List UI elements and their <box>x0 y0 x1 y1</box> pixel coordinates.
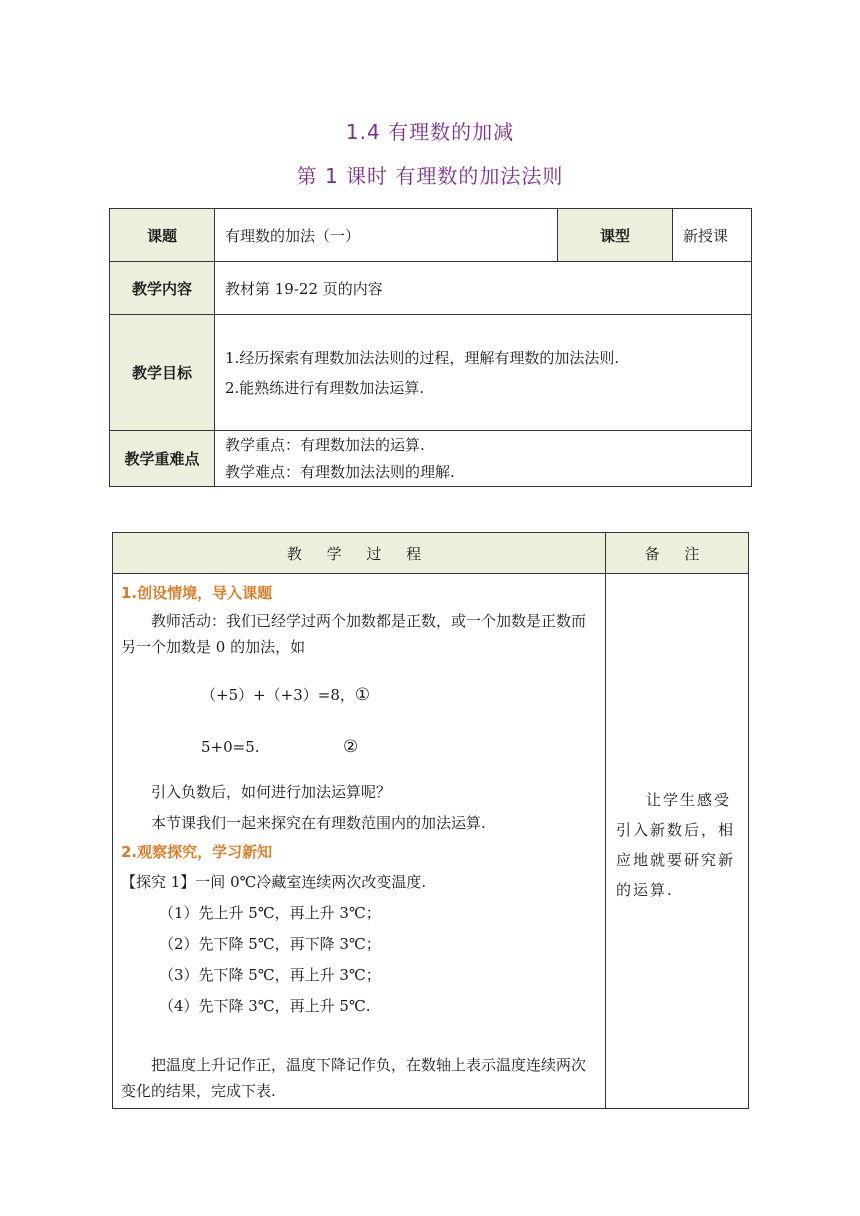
teaching-process-table <box>112 532 749 1109</box>
note-text: 让学生感受引入新数后，相应地就要研究新的运算. <box>616 791 736 899</box>
explore-1: 【探究 1】一间 0℃冷藏室连续两次改变温度. <box>121 873 427 891</box>
explore-item-2: （2）先下降 5℃，再下降 3℃； <box>159 935 381 953</box>
goal-1: 1.经历探索有理数加法法则的过程，理解有理数的加法法则. <box>225 348 620 367</box>
paragraph-table-instruction: 把温度上升记作正，温度下降记作负，在数轴上表示温度连续两次变化的结果，完成下表. <box>121 1056 587 1100</box>
goal-2: 2.能熟练进行有理数加法运算. <box>225 378 425 397</box>
content-label: 教学内容 <box>110 262 215 315</box>
lesson-info-table <box>109 208 752 487</box>
section-heading-1: 1.创设情境，导入课题 <box>121 584 273 602</box>
equation-1-mark: ① <box>354 685 371 705</box>
equation-1 <box>121 682 597 708</box>
content-value: 教材第 19-22 页的内容 <box>215 262 752 315</box>
lesson-title: 1.4 有理数的加减 <box>345 120 515 144</box>
difficult-point: 教学难点：有理数加法法则的理解. <box>225 462 455 481</box>
paragraph-intro: 本节课我们一起来探究在有理数范围内的加法运算. <box>151 814 486 832</box>
teacher-activity: 教师活动：我们已经学过两个加数都是正数，或一个加数是正数而另一个加数是 0 的加法，如 <box>121 612 587 656</box>
goals-label: 教学目标 <box>110 315 215 431</box>
equation-1-text: （+5）+（+3）=8， <box>201 686 355 704</box>
key-point: 教学重点：有理数加法的运算. <box>225 435 425 454</box>
lesson-subtitle: 第 1 课时 有理数的加法法则 <box>296 164 564 188</box>
notes-header: 备 注 <box>606 533 749 574</box>
goals-value <box>215 315 752 431</box>
equation-2-text: 5+0=5. <box>201 738 260 756</box>
section-heading-2: 2.观察探究，学习新知 <box>121 843 273 861</box>
explore-item-1: （1）先上升 5℃，再上升 3℃； <box>159 904 381 922</box>
explore-item-4: （4）先下降 3℃，再上升 5℃. <box>159 997 371 1015</box>
notes-content <box>606 574 749 1109</box>
topic-value: 有理数的加法（一） <box>215 209 558 262</box>
paragraph-question: 引入负数后，如何进行加法运算呢？ <box>151 783 392 801</box>
process-content <box>113 574 606 1109</box>
topic-label: 课题 <box>110 209 215 262</box>
type-value: 新授课 <box>673 209 752 262</box>
equation-2-mark: ② <box>343 737 359 757</box>
key-points-label: 教学重难点 <box>110 431 215 487</box>
equation-2 <box>121 734 597 760</box>
explore-item-3: （3）先下降 5℃，再上升 3℃； <box>159 966 381 984</box>
process-header: 教 学 过 程 <box>113 533 606 574</box>
key-points-value <box>215 431 752 487</box>
type-label: 课型 <box>558 209 673 262</box>
